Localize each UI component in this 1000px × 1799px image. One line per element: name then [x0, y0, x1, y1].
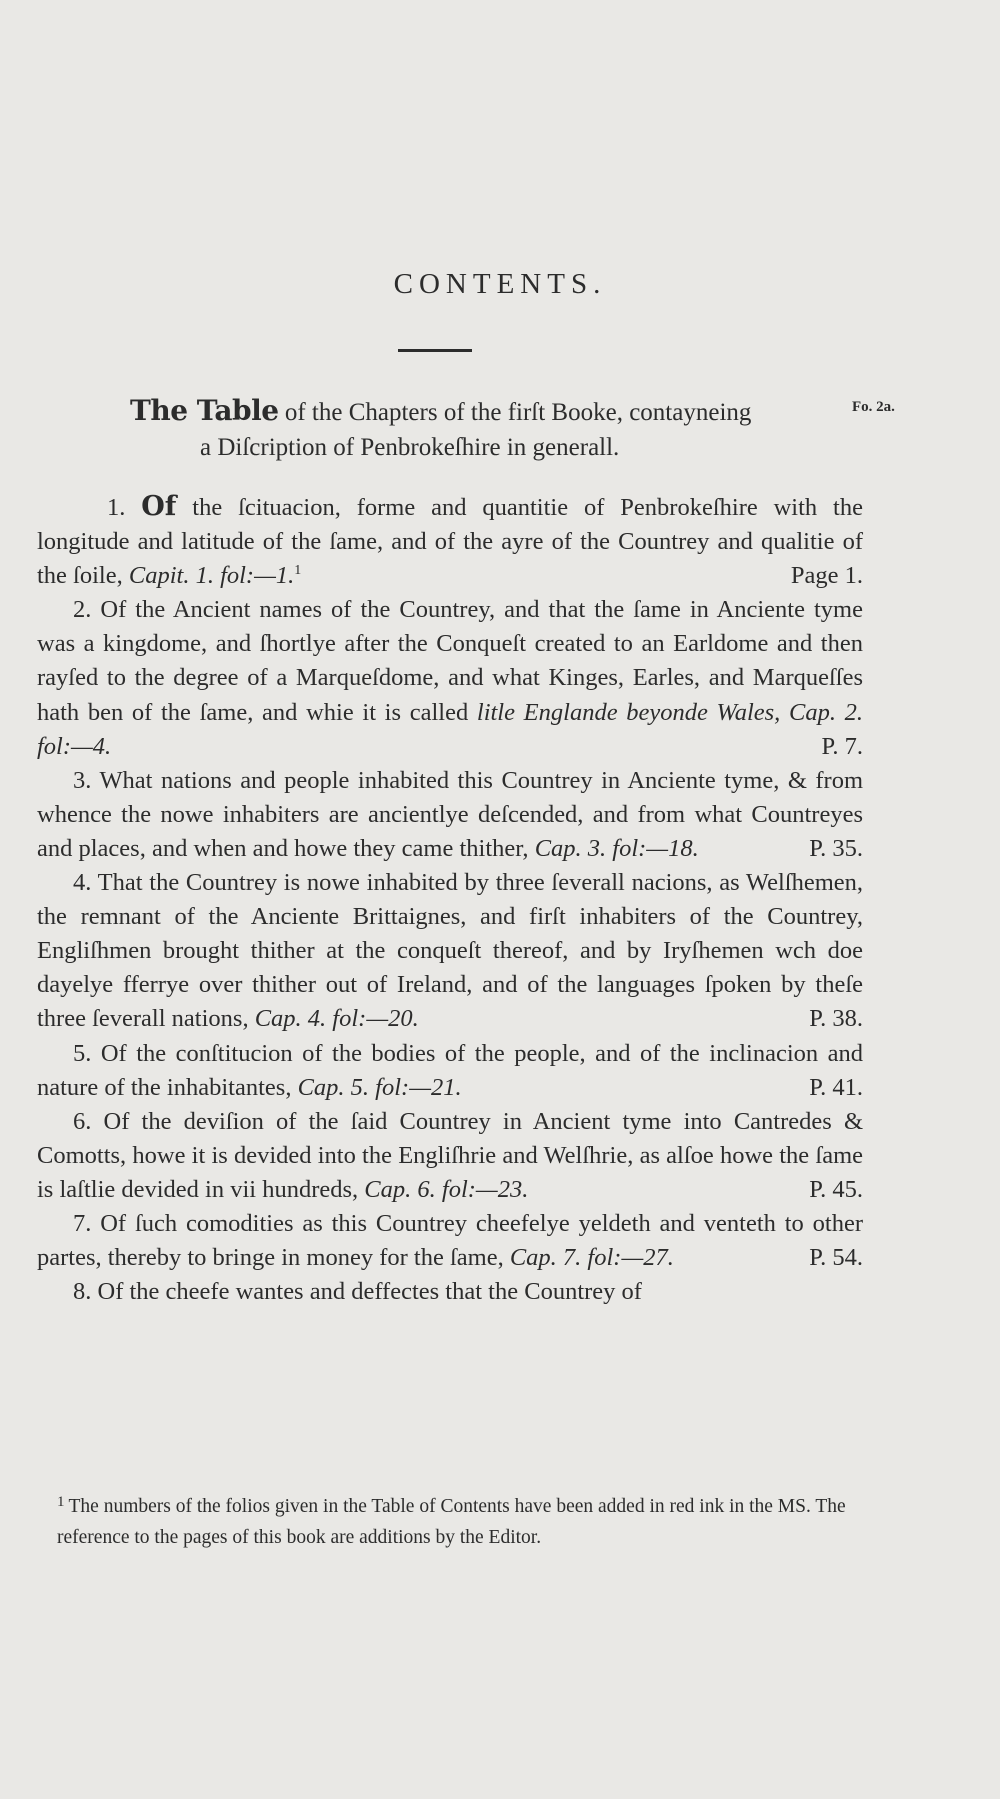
footnote [57, 1492, 869, 1553]
entry-text: Of the deviſion of the ſaid Countrey in Ancient tyme into Cantredes & Comotts, howe it is devided into the Engliſhrie and Welſhrie, as alſoe howe the ſame is laſtlie devided in vii hundreds, [37, 1107, 863, 1203]
entry-number: 2. [73, 596, 92, 624]
entry-number: 3. [73, 766, 92, 794]
entry-reference: Cap. 7. fol:—27. [509, 1244, 674, 1272]
entry-number: 4. [73, 869, 92, 897]
entry-reference: Cap. 5. fol:—21. [297, 1073, 462, 1101]
entry-number: 5. [73, 1039, 92, 1067]
entry-reference: Capit. 1. fol:—1. [128, 562, 295, 590]
ornate-initial: Of [141, 491, 177, 522]
entry-number: 6. [73, 1107, 92, 1135]
entry-text: What nations and people inhabited this Countrey in Anciente tyme, & from whence the nowe inhabiters are ancientlye deſcended, and from what Countreyes and places, and when and howe they came thither, [37, 766, 864, 862]
list-item [37, 1207, 863, 1275]
list-item [37, 764, 863, 866]
entry-number: 8. [73, 1278, 92, 1306]
entry-number: 7. [73, 1209, 92, 1237]
table-intro [130, 393, 850, 465]
entry-text: Of the Ancient names of the Countrey, and that the ſame in Anciente tyme was a kingdome, and ſhortlye after the Conqueſt created to an Earldome and then rayſed to the degree of a Marqueſdome, and what Kinges, Earles, and Marqueſſes hath ben of the ſame, and whie it is called [37, 596, 863, 726]
entry-number: 1. [107, 494, 126, 521]
footnote-text: The numbers of the folios given in the Table of Contents have been added in red ink in the MS. The reference to the pages of this book are additions by the Editor. [57, 1496, 846, 1548]
intro-line-1: of the Chapters of the firſt Booke, contayneing [284, 399, 752, 426]
footnote-number: 1 [57, 1494, 65, 1510]
entry-page: P. 7. [821, 732, 863, 760]
entry-reference: Cap. 3. fol:—18. [534, 834, 699, 862]
folio-margin-note: Fo. 2a. [852, 399, 895, 415]
contents-list [37, 490, 863, 1309]
list-item [37, 593, 863, 763]
entry-page: P. 54. [809, 1244, 863, 1272]
page-heading: CONTENTS. [393, 268, 607, 300]
intro-line-2: a Diſcription of Penbrokeſhire in generall. [200, 434, 620, 461]
list-item [37, 866, 863, 1036]
entry-text: Of ſuch comodities as this Countrey cheefelye yeldeth and venteth to other partes, thereby to bringe in money for the ſame, [37, 1209, 863, 1272]
entry-text: Of the cheefe wantes and deffectes that the Countrey of [97, 1278, 642, 1306]
entry-text: the ſcituacion, forme and quantitie of Penbrokeſhire with the longitude and latitude of the ſame, and of the ayre of the Countrey and qualitie of the ſoile, [37, 494, 863, 590]
list-item [37, 1105, 863, 1207]
entry-text: That the Countrey is nowe inhabited by three ſeverall nacions, as Welſhemen, the remnant of the Anciente Brittaignes, and firſt inhabiters of the Countrey, Engliſhmen brought thither at the conqueſt thereof, and by Iryſhemen wch doe dayelye fferrye over thither out of Ireland, and of the languages ſpoken by theſe three ſeverall nations, [37, 869, 864, 1033]
blackletter-title: The Table [130, 394, 279, 427]
entry-page: P. 38. [809, 1005, 863, 1033]
entry-text: Of the conſtitucion of the bodies of the people, and of the inclinacion and nature of the inhabitantes, [37, 1039, 863, 1101]
heading-rule [398, 349, 472, 352]
entry-page: P. 41. [809, 1073, 863, 1101]
list-item [37, 490, 863, 593]
list-item [37, 1275, 863, 1309]
entry-reference: litle Englande beyonde Wales, Cap. 2. fol:—4. [37, 698, 864, 760]
entry-reference: Cap. 4. fol:—20. [254, 1005, 419, 1033]
footnote-marker: 1 [294, 563, 302, 579]
entry-page: P. 45. [809, 1175, 863, 1203]
entry-reference: Cap. 6. fol:—23. [364, 1175, 529, 1203]
entry-page: Page 1. [790, 562, 863, 590]
entry-page: P. 35. [809, 834, 863, 862]
list-item [37, 1037, 863, 1105]
